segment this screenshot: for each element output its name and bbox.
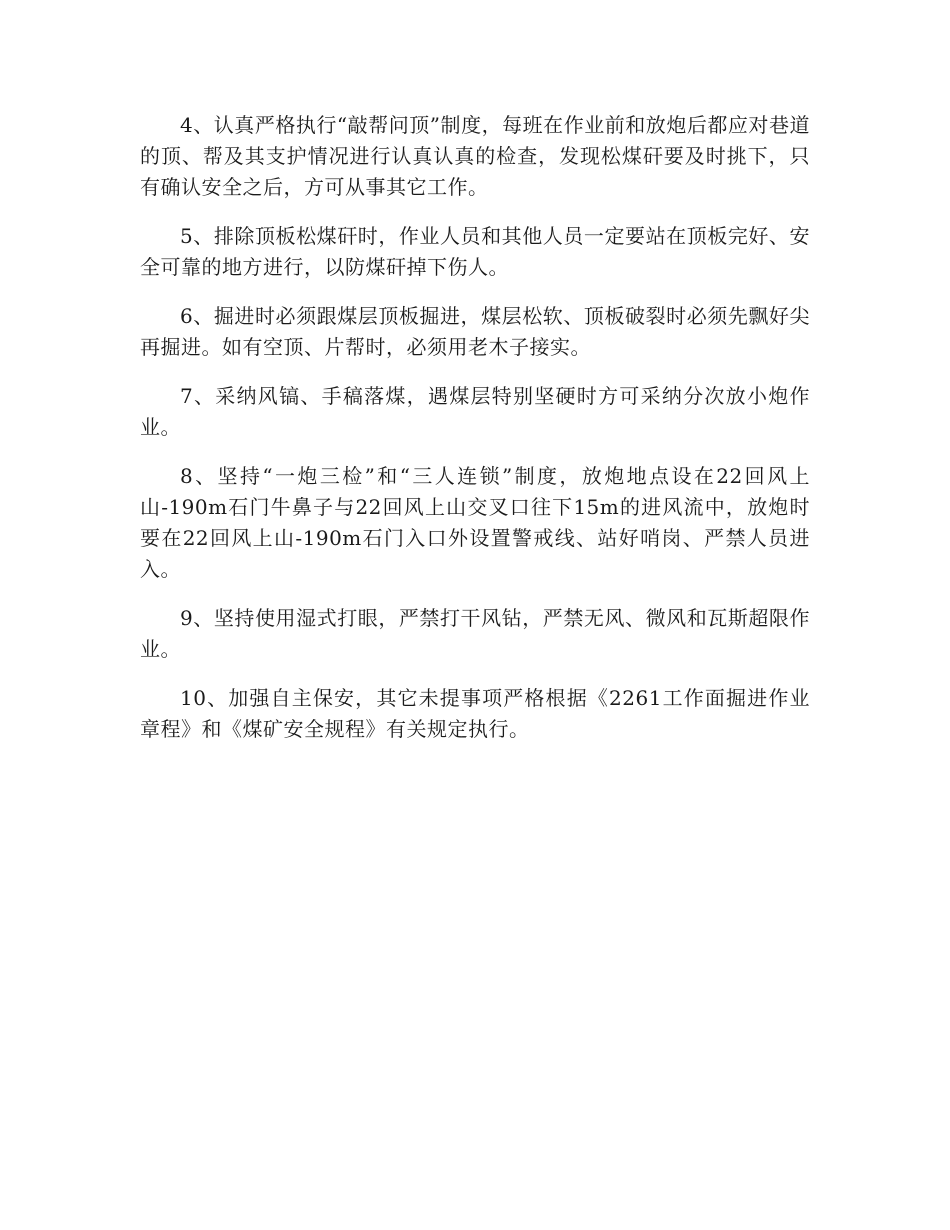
paragraph-item-7: 7、采纳风镐、手稿落煤，遇煤层特别坚硬时方可采纳分次放小炮作业。 xyxy=(140,384,810,439)
paragraph-item-6: 6、掘进时必须跟煤层顶板掘进，煤层松软、顶板破裂时必须先飘好尖再掘进。如有空顶、片帮时，必须用老木子接实。 xyxy=(140,304,810,359)
document-page xyxy=(140,110,810,763)
paragraph-item-10: 10、加强自主保安，其它未提事项严格根据《2261工作面掘进作业章程》和《煤矿安全规程》有关规定执行。 xyxy=(140,686,810,741)
paragraph-item-9: 9、坚持使用湿式打眼，严禁打干风钻，严禁无风、微风和瓦斯超限作业。 xyxy=(140,606,810,661)
paragraph-item-4: 4、认真严格执行“敲帮问顶”制度，每班在作业前和放炮后都应对巷道的顶、帮及其支护情况进行认真认真的检查，发现松煤矸要及时挑下，只有确认安全之后，方可从事其它工作。 xyxy=(140,113,810,199)
paragraph-item-5: 5、排除顶板松煤矸时，作业人员和其他人员一定要站在顶板完好、安全可靠的地方进行，以防煤矸掉下伤人。 xyxy=(140,224,810,279)
paragraph-item-8: 8、坚持“一炮三检”和“三人连锁”制度，放炮地点设在22回风上山-190m石门牛鼻子与22回风上山交叉口往下15m的进风流中，放炮时要在22回风上山-190m石门入口外设置警戒线、站好哨岗、严禁人员进入。 xyxy=(140,464,810,581)
